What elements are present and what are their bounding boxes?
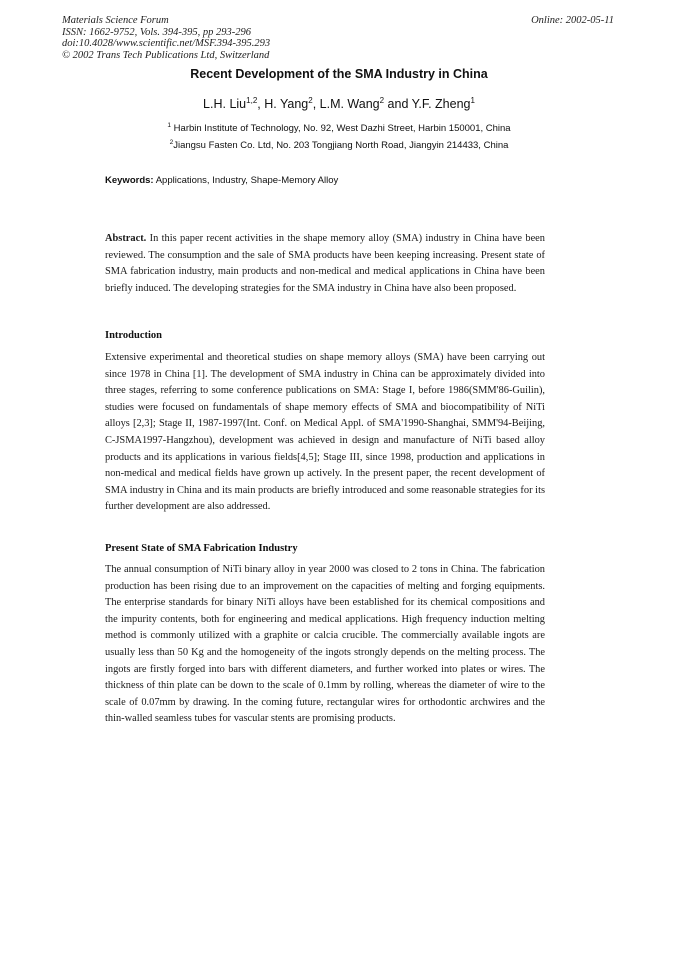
keywords: [105, 175, 338, 186]
affiliation-mark: 2: [169, 139, 174, 146]
paper-title: Recent Development of the SMA Industry in China: [190, 67, 488, 81]
author-affiliation-mark: 2: [379, 96, 385, 105]
section-heading-introduction: Introduction: [105, 330, 162, 341]
journal-name: Materials Science Forum: [62, 15, 169, 26]
affiliation-text: Harbin Institute of Technology, No. 92, West Dazhi Street, Harbin 150001, China: [173, 123, 511, 135]
abstract-text: In this paper recent activities in the shape memory alloy (SMA) industry in China have been reviewed. The consumption and the sale of SMA products have been keeping increasing. Present state of SMA fabrication industry, main products and non-medical and medical applications in China have been briefly induced. The developing strategies for the SMA industry in China have also been proposed.: [105, 233, 545, 294]
online-date: Online: 2002-05-11: [531, 15, 614, 26]
affiliation-2: [0, 139, 678, 151]
author-name: L.M. Wang: [319, 97, 380, 112]
author-separator: ,: [257, 97, 265, 112]
doi-line: doi:10.4028/www.scientific.net/MSF.394-395.293: [62, 38, 271, 49]
issn-line: ISSN: 1662-9752, Vols. 394-395, pp 293-296: [62, 26, 251, 38]
keywords-label: Keywords:: [105, 175, 154, 186]
author-name: H. Yang: [264, 97, 309, 112]
author-name: Y.F. Zheng: [411, 97, 471, 112]
affiliation-text: Jiangsu Fasten Co. Ltd, No. 203 Tongjiang North Road, Jiangyin 214433, China: [173, 140, 509, 152]
section-text-introduction: Extensive experimental and theoretical studies on shape memory alloys (SMA) have been carrying out since 1978 in China [1]. The development of SMA industry in China can be approximately divided into three stages, referring to some conference publications on SMA: Stage I, before 1986(SMM'86-Guilin), studies were focused on fundamentals of shape memory effects of SMA and biocompatibility of NiTi alloys [2,3]; Stage II, 1987-1997(Int. Conf. on Medical Appl. of SMA'1990-Shanghai, SMM'94-Beijing, C-JSMA1997-Hangzhou), development was achieved in design and manufacture of NiTi based alloy products and its applications in various fields[4,5]; Stage III, since 1998, production and applications in non-medical and medical fields have grown up actively. In the present paper, the recent development of SMA industry in China and its main products are briefly introduced and some reasonable strategies for its further development are also addressed.: [105, 352, 545, 513]
abstract: [105, 231, 545, 297]
keywords-text: Applications, Industry, Shape-Memory Alloy: [155, 175, 339, 186]
author-separator: ,: [312, 97, 320, 112]
author-affiliation-mark: 1,2: [246, 96, 258, 105]
section-text-present-state: The annual consumption of NiTi binary alloy in year 2000 was closed to 2 tons in China. The fabrication production has been rising due to an improvement on the capacities of melting and forging equipments. The enterprise standards for binary NiTi alloys have been established for its chemical compositions and the impurity contents, both for engineering and medical applications. High frequency induction melting method is commonly utilized with a graphite or calcia crucible. The commercially available ingots are usually less than 50 Kg and the homogeneity of the ingots strongly depends on the melting process. The ingots are firstly forged into bars with different diameters, and further worked into plates or wires. The thickness of thin plate can be down to the scale of 0.1mm by rolling, whereas the diameter of wire to the scale of 0.07mm by drawing. In the coming future, rectangular wires for orthodontic archwires and the thin-walled seamless tubes for vascular stents are promising products.: [105, 564, 545, 725]
author-affiliation-mark: 1: [470, 96, 475, 105]
author-name: L.H. Liu: [203, 97, 247, 112]
author-separator: and: [384, 97, 412, 112]
section-heading-present-state: Present State of SMA Fabrication Industry: [105, 543, 298, 554]
abstract-label: Abstract.: [105, 233, 147, 244]
author-list: [0, 96, 678, 111]
copyright-line: © 2002 Trans Tech Publications Ltd, Switzerland: [62, 49, 270, 61]
affiliation-mark: 1: [167, 122, 172, 129]
journal-header: [62, 15, 270, 61]
author-affiliation-mark: 2: [308, 96, 313, 105]
affiliation-1: [0, 122, 678, 134]
